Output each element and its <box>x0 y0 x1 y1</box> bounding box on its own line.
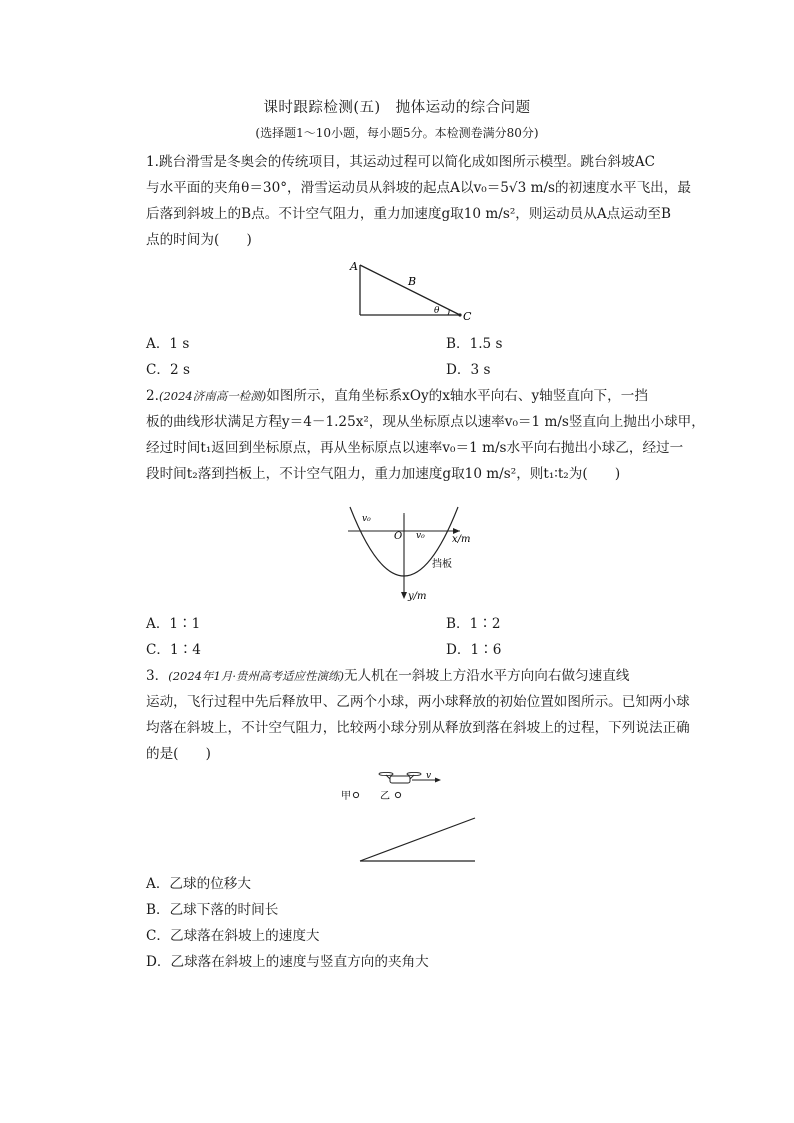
q1-slope-edge <box>360 265 460 315</box>
q3-ball-yi <box>395 792 400 797</box>
q3-option-c[interactable]: C．乙球落在斜坡上的速度大 <box>146 928 320 944</box>
q1-option-b[interactable]: B．1.5 s <box>446 336 503 352</box>
q3-slope-line <box>360 818 475 861</box>
q2-line-1-text: 如图所示，直角坐标系xOy的x轴水平向右、y轴竖直向下，一挡 <box>266 388 648 404</box>
q2-line-1: 2.(2024济南高一检测)如图所示，直角坐标系xOy的x轴水平向右、y轴竖直向下，一挡 <box>146 388 648 404</box>
q2-origin-label: O <box>394 531 403 542</box>
q1-point-c <box>458 313 461 316</box>
q3-ball-jia <box>353 792 358 797</box>
q1-option-d[interactable]: D．3 s <box>446 362 491 378</box>
q2-v0-up-label: v₀ <box>362 514 371 524</box>
q2-option-c[interactable]: C．1∶4 <box>146 642 201 658</box>
drone-icon <box>379 772 421 783</box>
q2-parabola-figure <box>340 505 490 605</box>
q1-line-1: 1.跳台滑雪是冬奥会的传统项目，其运动过程可以简化成如图所示模型。跳台斜坡AC <box>146 154 655 170</box>
q2-board-label: 挡板 <box>432 559 452 570</box>
q3-line-4: 的是( ) <box>146 746 211 762</box>
q2-line-2: 板的曲线形状满足方程y＝4－1.25x²，现从坐标原点以速率v₀＝1 m/s竖直向上抛出小球甲， <box>146 414 705 430</box>
q3-velocity-arrowhead <box>435 778 441 783</box>
q3-line-2: 运动，飞行过程中先后释放甲、乙两个小球，两小球释放的初始位置如图所示。已知两小球 <box>146 694 690 710</box>
q1-option-c[interactable]: C．2 s <box>146 362 190 378</box>
q3-ball-yi-label: 乙 <box>380 791 390 802</box>
page-title: 课时跟踪检测(五) 抛体运动的综合问题 <box>263 100 531 116</box>
q3-option-d[interactable]: D．乙球落在斜坡上的速度与竖直方向的夹角大 <box>146 954 429 970</box>
q2-line-3: 经过时间t₁返回到坐标原点，再从坐标原点以速率v₀＝1 m/s水平向右抛出小球乙，经过一 <box>146 440 684 456</box>
q3-number: 3． <box>146 668 169 684</box>
q2-option-b[interactable]: B．1∶2 <box>446 616 501 632</box>
q1-line-2: 与水平面的夹角θ＝30°，滑雪运动员从斜坡的起点A以v₀＝5√3 m/s的初速度水平飞出，最 <box>146 180 691 196</box>
q1-line-4: 点的时间为( ) <box>146 232 252 248</box>
q1-label-c: C <box>463 310 472 323</box>
q3-velocity-label: v <box>426 771 432 781</box>
q1-label-b: B <box>408 275 417 288</box>
q1-label-theta: θ <box>434 306 440 316</box>
q2-y-axis-label: y/m <box>408 591 427 602</box>
q3-drone-figure <box>338 770 488 865</box>
q1-angle-arc <box>448 310 449 315</box>
q2-line-4: 段时间t₂落到挡板上，不计空气阻力，重力加速度g取10 m/s²，则t₁∶t₂为( ) <box>146 466 621 482</box>
page-subtitle: (选择题1～10小题，每小题5分。本检测卷满分80分) <box>255 126 539 140</box>
q2-source: (2024济南高一检测) <box>158 389 267 403</box>
q3-line-1-text: 无人机在一斜坡上方沿水平方向向右做匀速直线 <box>343 668 630 684</box>
q3-ball-jia-label: 甲 <box>341 791 351 802</box>
q2-option-d[interactable]: D．1∶6 <box>446 642 502 658</box>
q3-option-b[interactable]: B．乙球下落的时间长 <box>146 902 279 918</box>
q2-v0-right-label: v₀ <box>416 531 425 541</box>
q1-line-3: 后落到斜坡上的B点。不计空气阻力，重力加速度g取10 m/s²，则运动员从A点运动至B <box>146 206 672 222</box>
q1-label-a: A <box>350 260 358 273</box>
q3-source: (2024年1月·贵州高考适应性演练) <box>168 669 344 683</box>
q2-x-axis-label: x/m <box>452 534 471 545</box>
q3-line-1 <box>146 664 629 684</box>
q3-option-a[interactable]: A．乙球的位移大 <box>146 876 251 892</box>
q3-line-3: 均落在斜坡上，不计空气阻力，比较两小球分别从释放到落在斜坡上的过程，下列说法正确 <box>146 720 690 736</box>
q2-option-a[interactable]: A．1∶1 <box>146 616 201 632</box>
q1-slope-figure <box>340 255 480 325</box>
q2-y-arrow <box>401 592 407 599</box>
q1-option-a[interactable]: A．1 s <box>146 336 190 352</box>
